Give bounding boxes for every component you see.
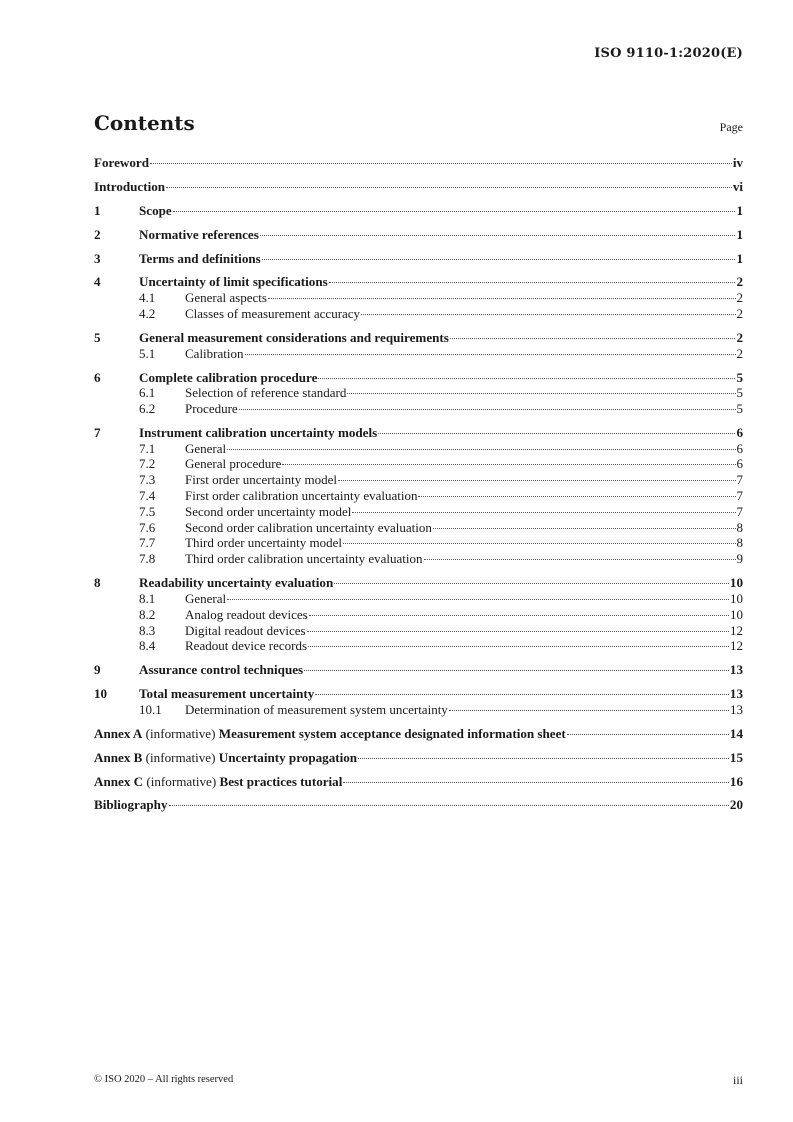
toc-entry-number: 7.5 (139, 503, 156, 519)
toc-entry-title: Digital readout devices (185, 622, 306, 638)
dot-leader (166, 187, 732, 188)
toc-entry-title (94, 750, 357, 765)
toc-entry-number: 7 (94, 424, 101, 440)
toc-entry-page: 7 (736, 472, 743, 488)
toc-entry-page: 6 (736, 424, 743, 440)
toc-entry[interactable] (94, 227, 743, 243)
toc-entry-page: 2 (736, 305, 743, 321)
toc-entry[interactable] (94, 441, 743, 457)
toc-entry[interactable] (94, 662, 743, 678)
toc-entry[interactable] (94, 425, 743, 441)
toc-entry[interactable] (94, 686, 743, 702)
toc-entry[interactable] (94, 179, 743, 195)
toc-entry-page: vi (732, 178, 743, 194)
toc-entry-number: 6.2 (139, 401, 156, 416)
toc-entry-title: First order calibration uncertainty evaluation (185, 488, 418, 504)
toc-entry[interactable] (94, 385, 743, 401)
toc-entry[interactable] (94, 575, 743, 591)
dot-leader (245, 354, 736, 355)
toc-entry-page: 7 (736, 488, 743, 504)
dot-leader (304, 670, 729, 671)
toc-entry-title: Calibration (185, 345, 244, 361)
toc-entry-title: General aspects (185, 290, 267, 306)
toc-entry-title: Readout device records (185, 638, 308, 654)
toc-entry-page: 1 (736, 226, 743, 242)
toc-entry[interactable] (94, 472, 743, 488)
dot-leader (334, 583, 729, 584)
toc-entry-number: 8 (94, 575, 101, 591)
toc-entry-page: 5 (736, 385, 743, 401)
dot-leader (433, 528, 736, 529)
dot-leader (307, 631, 729, 632)
toc-entry-title: Classes of measurement accuracy (185, 305, 361, 321)
toc-entry-page: 14 (729, 725, 743, 741)
toc-entry-number: 8.2 (139, 606, 156, 622)
toc-entry[interactable] (94, 702, 743, 718)
toc-entry-number: 9 (94, 662, 101, 678)
dot-leader (309, 615, 729, 616)
dot-leader (338, 480, 736, 481)
annex-qualifier: (informative) (143, 773, 220, 789)
toc-entry-number: 1 (94, 202, 101, 218)
toc-entry-page: 2 (736, 290, 743, 306)
toc-entry[interactable] (94, 290, 743, 306)
toc-entry[interactable] (94, 726, 743, 742)
dot-leader (361, 314, 735, 315)
toc-entry[interactable] (94, 520, 743, 536)
toc-entry-page: 1 (736, 202, 743, 218)
toc-entry-number: 5 (94, 329, 101, 345)
dot-leader (282, 464, 735, 465)
toc-entry-title: Second order uncertainty model (185, 503, 352, 519)
toc-entry-page: 1 (736, 250, 743, 266)
toc-entry[interactable] (94, 504, 743, 520)
toc-entry-number: 10.1 (139, 701, 162, 717)
toc-entry-number: 6.1 (139, 385, 156, 401)
dot-leader (358, 758, 729, 759)
dot-leader (308, 646, 729, 647)
toc-entry[interactable] (94, 370, 743, 386)
toc-entry-title: Introduction (94, 178, 166, 194)
toc-entry-title: Analog readout devices (185, 606, 308, 622)
toc-entry-title: Third order uncertainty model (185, 535, 343, 551)
dot-leader (343, 543, 735, 544)
toc-entry-title: Third order calibration uncertainty evaluation (185, 551, 423, 567)
toc-entry[interactable] (94, 488, 743, 504)
toc-entry-page: 10 (729, 575, 743, 591)
toc-entry-page: 5 (736, 401, 743, 416)
toc-entry-title: General measurement considerations and requirements (139, 329, 449, 345)
dot-leader (173, 211, 736, 212)
toc-entry[interactable] (94, 551, 743, 567)
toc-entry-title: Total measurement uncertainty (139, 686, 315, 702)
copyright-notice: © ISO 2020 – All rights reserved (94, 1074, 234, 1085)
dot-leader (378, 433, 735, 434)
toc-entry-title (94, 774, 342, 789)
annex-title: Best practices tutorial (219, 773, 343, 789)
dot-leader (329, 282, 736, 283)
toc-entry-page: 5 (736, 369, 743, 385)
dot-leader (227, 449, 735, 450)
toc-entry-page: 15 (729, 749, 743, 765)
dot-leader (318, 378, 735, 379)
dot-leader (343, 782, 729, 783)
toc-entry-number: 10 (94, 686, 108, 702)
toc-entry-title: Bibliography (94, 797, 168, 813)
toc-entry[interactable] (94, 623, 743, 639)
toc-entry-page: 6 (736, 440, 743, 456)
toc-entry-title: Complete calibration procedure (139, 369, 318, 385)
toc-entry[interactable] (94, 330, 743, 346)
toc-entry-number: 4 (94, 274, 101, 290)
toc-entry[interactable] (94, 774, 743, 790)
toc-entry-page: 2 (736, 274, 743, 290)
toc-entry[interactable] (94, 155, 743, 171)
toc-entry-title: General procedure (185, 456, 282, 472)
dot-leader (352, 512, 735, 513)
toc-entry-page: 13 (730, 701, 743, 717)
toc-entry[interactable] (94, 251, 743, 267)
annex-title: Uncertainty propagation (218, 749, 358, 765)
annex-qualifier: (informative) (142, 725, 219, 741)
dot-leader (169, 805, 729, 806)
toc-entry-page: 13 (729, 662, 743, 678)
toc-entry-number: 6 (94, 369, 101, 385)
page-title: Contents (94, 111, 195, 135)
toc-entry-title (94, 726, 566, 741)
toc-entry-page: 2 (736, 345, 743, 361)
toc-entry-page: 13 (729, 686, 743, 702)
annex-prefix: Annex B (94, 749, 143, 765)
toc-entry-number: 8.4 (139, 638, 156, 654)
toc-entry-title: Uncertainty of limit specifications (139, 274, 328, 290)
toc-entry-title: Determination of measurement system uncertainty (185, 701, 448, 717)
toc-entry[interactable] (94, 750, 743, 766)
annex-title: Measurement system acceptance designated information sheet (218, 725, 566, 741)
toc-entry-number: 7.4 (139, 488, 156, 504)
toc-entry-title: Instrument calibration uncertainty models (139, 424, 378, 440)
toc-entry-page: 12 (730, 622, 743, 638)
toc-entry-page: 16 (729, 773, 743, 789)
annex-prefix: Annex C (94, 773, 144, 789)
dot-leader (315, 694, 729, 695)
dot-leader (347, 393, 735, 394)
toc-entry[interactable] (94, 591, 743, 607)
toc-entry-page: 10 (730, 606, 743, 622)
toc-entry[interactable] (94, 306, 743, 322)
toc-entry-title: Procedure (185, 401, 238, 416)
toc-entry-page: 8 (736, 519, 743, 535)
toc-entry-page: 20 (729, 797, 743, 813)
toc-entry-title: Readability uncertainty evaluation (139, 575, 334, 591)
annex-qualifier: (informative) (142, 749, 219, 765)
toc-entry-page: 12 (730, 638, 743, 654)
toc-entry-number: 8.1 (139, 590, 156, 606)
toc-entry-page: 8 (736, 535, 743, 551)
toc-entry-title: General (185, 590, 227, 606)
page-column-label: Page (719, 120, 743, 134)
toc-entry-title: Normative references (139, 226, 259, 242)
toc-entry-number: 3 (94, 250, 101, 266)
toc-entry-page: 6 (736, 456, 743, 472)
toc-entry-page: 10 (730, 590, 743, 606)
toc-entry-number: 4.1 (139, 290, 156, 306)
dot-leader (418, 496, 735, 497)
toc-entry[interactable] (94, 274, 743, 290)
toc-entry[interactable] (94, 456, 743, 472)
dot-leader (227, 599, 729, 600)
dot-leader (449, 710, 729, 711)
page-number: iii (732, 1073, 743, 1087)
toc-entry-title: Foreword (94, 155, 150, 170)
toc-entry-page: iv (732, 155, 743, 170)
dot-leader (262, 259, 736, 260)
toc-entry-title: Second order calibration uncertainty evaluation (185, 519, 432, 535)
dot-leader (424, 559, 736, 560)
dot-leader (450, 338, 736, 339)
toc-entry-title: Assurance control techniques (139, 662, 304, 678)
toc-entry[interactable] (94, 401, 743, 417)
toc-entry[interactable] (94, 638, 743, 654)
toc-entry-number: 7.8 (139, 551, 156, 567)
dot-leader (239, 409, 736, 410)
toc-entry-number: 7.7 (139, 535, 156, 551)
toc-entry-title: Selection of reference standard (185, 385, 347, 401)
toc-entry-number: 2 (94, 226, 101, 242)
dot-leader (150, 163, 732, 164)
toc-entry-title: General (185, 440, 227, 456)
toc-entry-number: 7.2 (139, 456, 156, 472)
toc-entry-page: 7 (736, 503, 743, 519)
toc-entry-number: 5.1 (139, 345, 156, 361)
toc-entry-title: Scope (139, 202, 172, 218)
toc-entry-title: Terms and definitions (139, 250, 261, 266)
dot-leader (260, 235, 736, 236)
annex-prefix: Annex A (94, 725, 143, 741)
toc-entry-page: 2 (736, 329, 743, 345)
dot-leader (567, 734, 729, 735)
toc-entry-title: First order uncertainty model (185, 472, 337, 488)
table-of-contents (94, 155, 743, 813)
dot-leader (268, 298, 736, 299)
toc-entry-page: 9 (736, 551, 743, 567)
document-id: ISO 9110-1:2020(E) (594, 46, 743, 61)
toc-entry[interactable] (94, 346, 743, 362)
toc-entry-number: 7.1 (139, 440, 156, 456)
toc-entry-number: 8.3 (139, 622, 156, 638)
toc-entry[interactable] (94, 797, 743, 813)
toc-entry-number: 7.6 (139, 519, 156, 535)
toc-entry[interactable] (94, 203, 743, 219)
toc-entry-number: 7.3 (139, 472, 156, 488)
toc-entry[interactable] (94, 535, 743, 551)
toc-entry-number: 4.2 (139, 305, 156, 321)
toc-entry[interactable] (94, 607, 743, 623)
